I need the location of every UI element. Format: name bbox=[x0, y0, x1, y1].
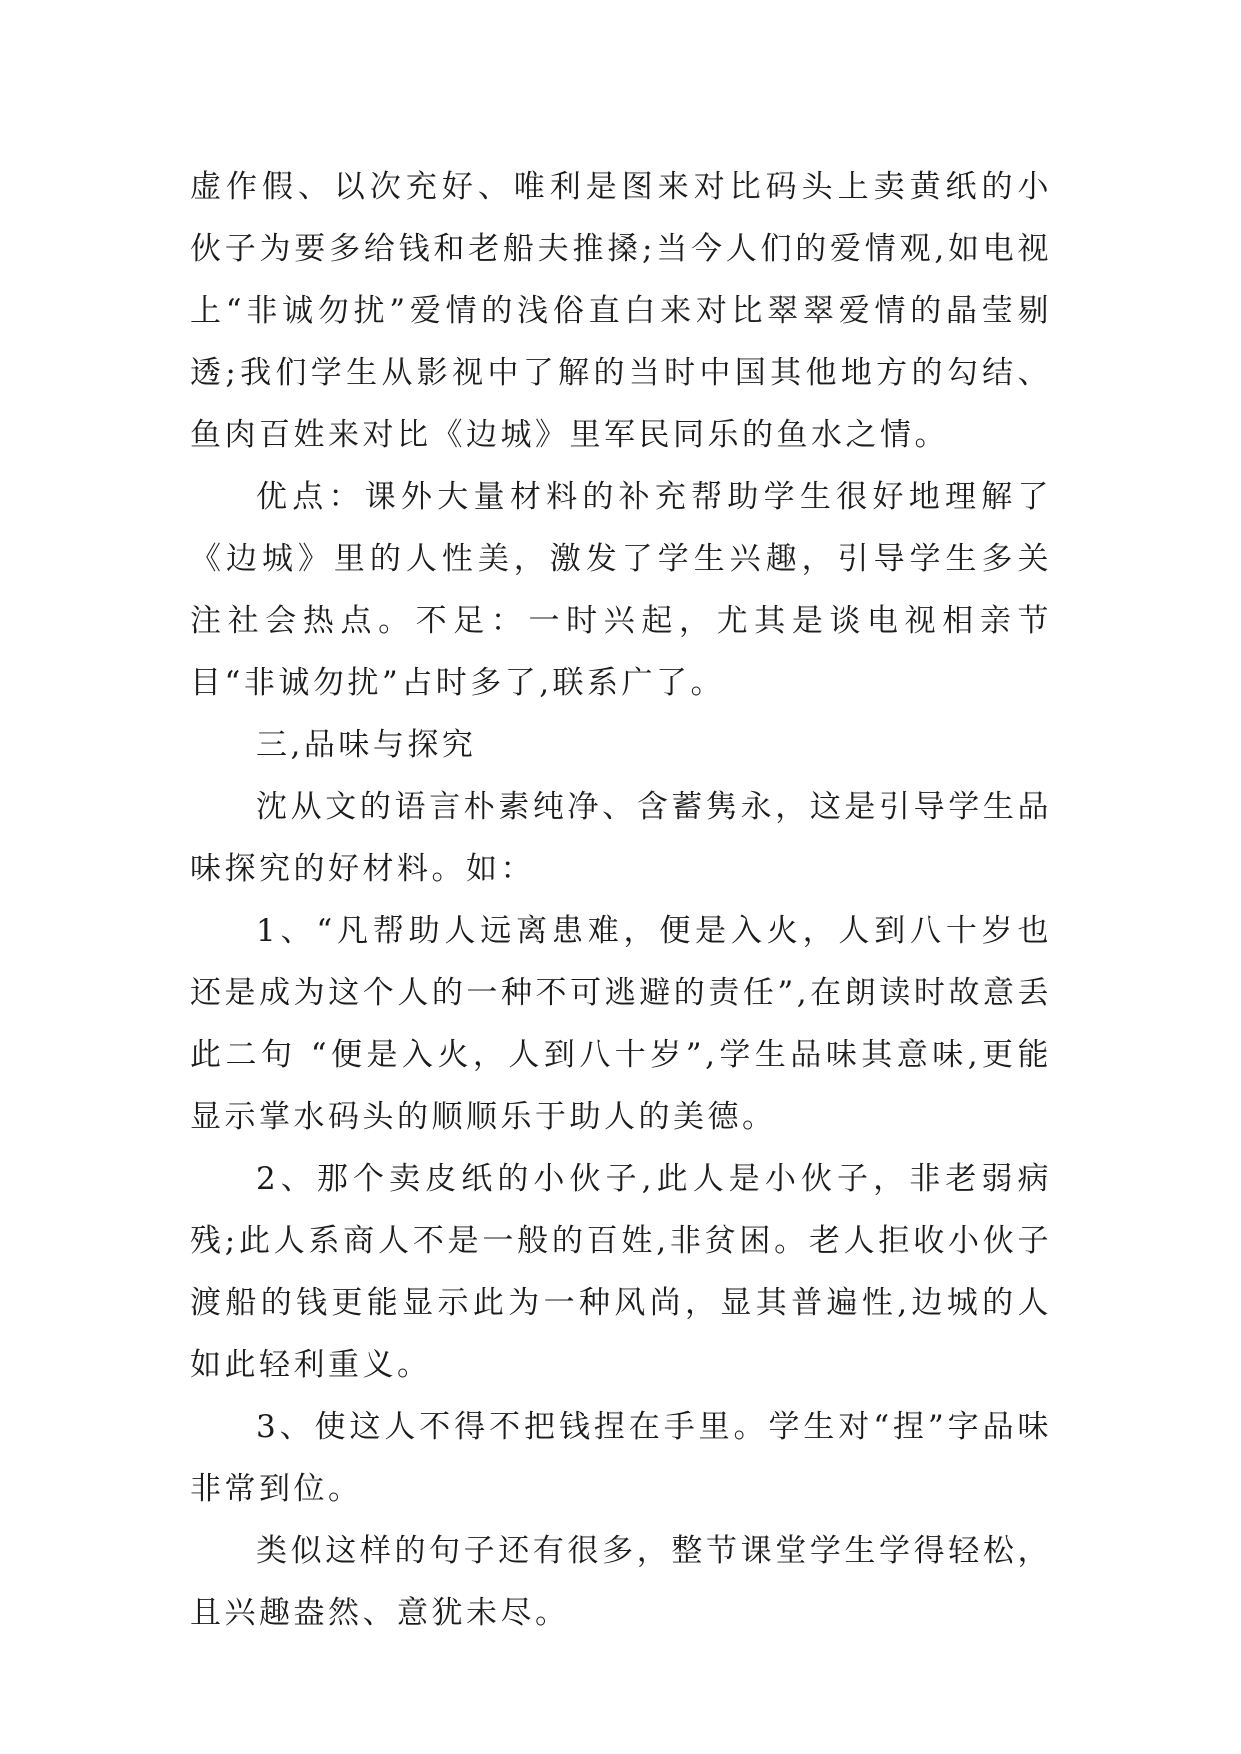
paragraph-example-3: 3、使这人不得不把钱捏在手里。学生对“捏”字品味非常到位。 bbox=[190, 1409, 1052, 1507]
paragraph-continuation: 虚作假、以次充好、唯利是图来对比码头上卖黄纸的小伙子为要多给钱和老船夫推搡;当今人们的爱情观,如电视上“非诚勿扰”爱情的浅俗直白来对比翠翠爱情的晶莹剔透;我们学生从影视中了解的当时中国其他地方的勾结、鱼肉百姓来对比《边城》里军民同乐的鱼水之情。 bbox=[190, 169, 1052, 453]
section-heading: 三,品味与探究 bbox=[256, 727, 477, 763]
paragraph-example-2: 2、那个卖皮纸的小伙子,此人是小伙子，非老弱病残;此人系商人不是一般的百姓,非贫困。老人拒收小伙子渡船的钱更能显示此为一种风尚，显其普遍性,边城的人如此轻利重义。 bbox=[190, 1161, 1052, 1383]
paragraph-example-1: 1、“凡帮助人远离患难，便是入火，人到八十岁也还是成为这个人的一种不可逃避的责任”,在朗读时故意丢此二句 “便是入火，人到八十岁”,学生品味其意味,更能显示掌水码头的顺顺乐于助人的美德。 bbox=[190, 913, 1052, 1135]
paragraph-language-intro: 沈从文的语言朴素纯净、含蓄隽永，这是引导学生品味探究的好材料。如： bbox=[190, 789, 1052, 887]
paragraph-strengths-weaknesses: 优点：课外大量材料的补充帮助学生很好地理解了《边城》里的人性美，激发了学生兴趣，引导学生多关注社会热点。不足：一时兴起，尤其是谈电视相亲节目“非诚勿扰”占时多了,联系广了。 bbox=[190, 479, 1052, 701]
document-body bbox=[190, 156, 1052, 1644]
paragraph-conclusion: 类似这样的句子还有很多，整节课堂学生学得轻松，且兴趣盎然、意犹未尽。 bbox=[190, 1533, 1052, 1631]
